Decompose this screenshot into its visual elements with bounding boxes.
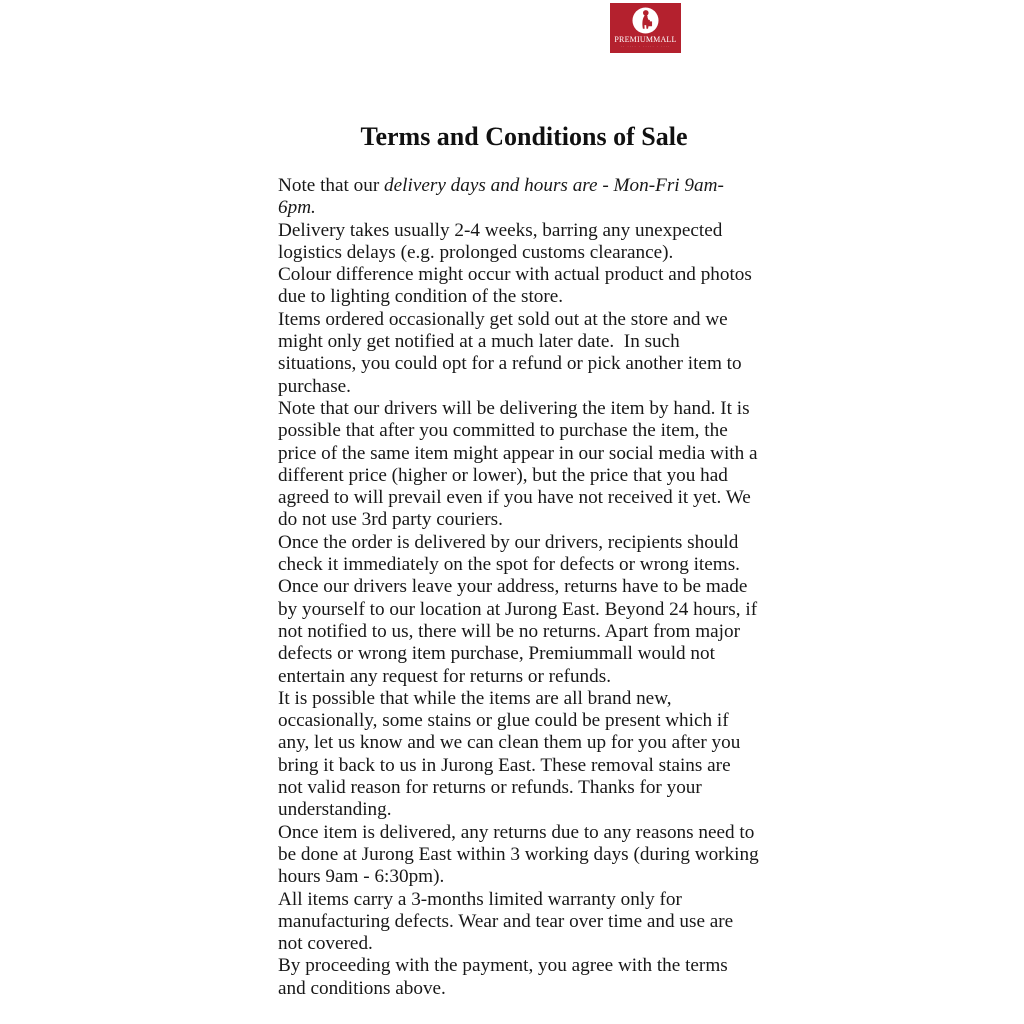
terms-paragraph	[278, 955, 778, 1000]
text-line: Delivery takes usually 2-4 weeks, barring any unexpected	[278, 219, 723, 241]
text-line: Once item is delivered, any returns due to any reasons need to	[278, 821, 755, 843]
text-line: check it immediately on the spot for defects or wrong items.	[278, 554, 740, 576]
text-line: 6pm.	[278, 197, 316, 219]
text-line: situations, you could opt for a refund or pick another item to	[278, 353, 742, 375]
text-line: different price (higher or lower), but the price that you had	[278, 464, 728, 486]
logo-tagline: ·· ···· · ····· · ····	[620, 45, 671, 49]
text-line: not valid reason for returns or refunds. Thanks for your	[278, 777, 702, 799]
shopper-figure-icon	[632, 7, 659, 34]
page-title: Terms and Conditions of Sale	[360, 122, 688, 151]
terms-paragraph	[278, 309, 778, 398]
text-line: hours 9am - 6:30pm).	[278, 866, 445, 888]
text-line: Items ordered occasionally get sold out at the store and we	[278, 308, 728, 330]
text-line: purchase.	[278, 375, 351, 397]
text-line: It is possible that while the items are all brand new,	[278, 687, 672, 709]
terms-paragraph	[278, 175, 778, 220]
text-line: All items carry a 3-months limited warranty only for	[278, 888, 682, 910]
text-line: any, let us know and we can clean them up for you after you	[278, 732, 741, 754]
terms-paragraph	[278, 576, 778, 687]
text-line: By proceeding with the payment, you agree with the terms	[278, 955, 728, 977]
text-line: and conditions above.	[278, 977, 446, 999]
terms-body	[278, 175, 778, 1000]
terms-paragraph	[278, 398, 778, 532]
text-line: logistics delays (e.g. prolonged customs clearance).	[278, 241, 674, 263]
text-line: bring it back to us in Jurong East. These removal stains are	[278, 754, 731, 776]
premiummall-logo	[610, 3, 681, 53]
text-line: occasionally, some stains or glue could be present which if	[278, 710, 729, 732]
text-line: understanding.	[278, 799, 392, 821]
text-line: Colour difference might occur with actual product and photos	[278, 264, 752, 286]
text-line: possible that after you committed to purchase the item, the	[278, 420, 728, 442]
text-line: by yourself to our location at Jurong East. Beyond 24 hours, if	[278, 598, 758, 620]
text-line: Once the order is delivered by our drivers, recipients should	[278, 531, 739, 553]
text-line: be done at Jurong East within 3 working days (during working	[278, 843, 759, 865]
text-line: price of the same item might appear in our social media with a	[278, 442, 758, 464]
terms-paragraph	[278, 688, 778, 822]
terms-paragraph	[278, 822, 778, 889]
text-line: Note that our delivery days and hours are - Mon-Fri 9am-	[278, 175, 724, 196]
text-line: do not use 3rd party couriers.	[278, 509, 503, 531]
logo-brand-text: PREMIUMMALL	[614, 35, 677, 44]
text-line: might only get notified at a much later date. In such	[278, 331, 680, 353]
text-line: not notified to us, there will be no returns. Apart from major	[278, 620, 740, 642]
terms-paragraph	[278, 264, 778, 309]
text-line: due to lighting condition of the store.	[278, 286, 564, 308]
terms-paragraph	[278, 889, 778, 956]
text-line: Once our drivers leave your address, returns have to be made	[278, 576, 748, 598]
terms-paragraph	[278, 220, 778, 265]
text-line: defects or wrong item purchase, Premiummall would not	[278, 643, 715, 665]
terms-paragraph	[278, 532, 778, 577]
text-line: entertain any request for returns or refunds.	[278, 665, 611, 687]
text-line: Note that our drivers will be delivering the item by hand. It is	[278, 397, 750, 419]
text-line: manufacturing defects. Wear and tear over time and use are	[278, 910, 734, 932]
text-line: agreed to will prevail even if you have not received it yet. We	[278, 487, 751, 509]
text-line: not covered.	[278, 933, 373, 955]
